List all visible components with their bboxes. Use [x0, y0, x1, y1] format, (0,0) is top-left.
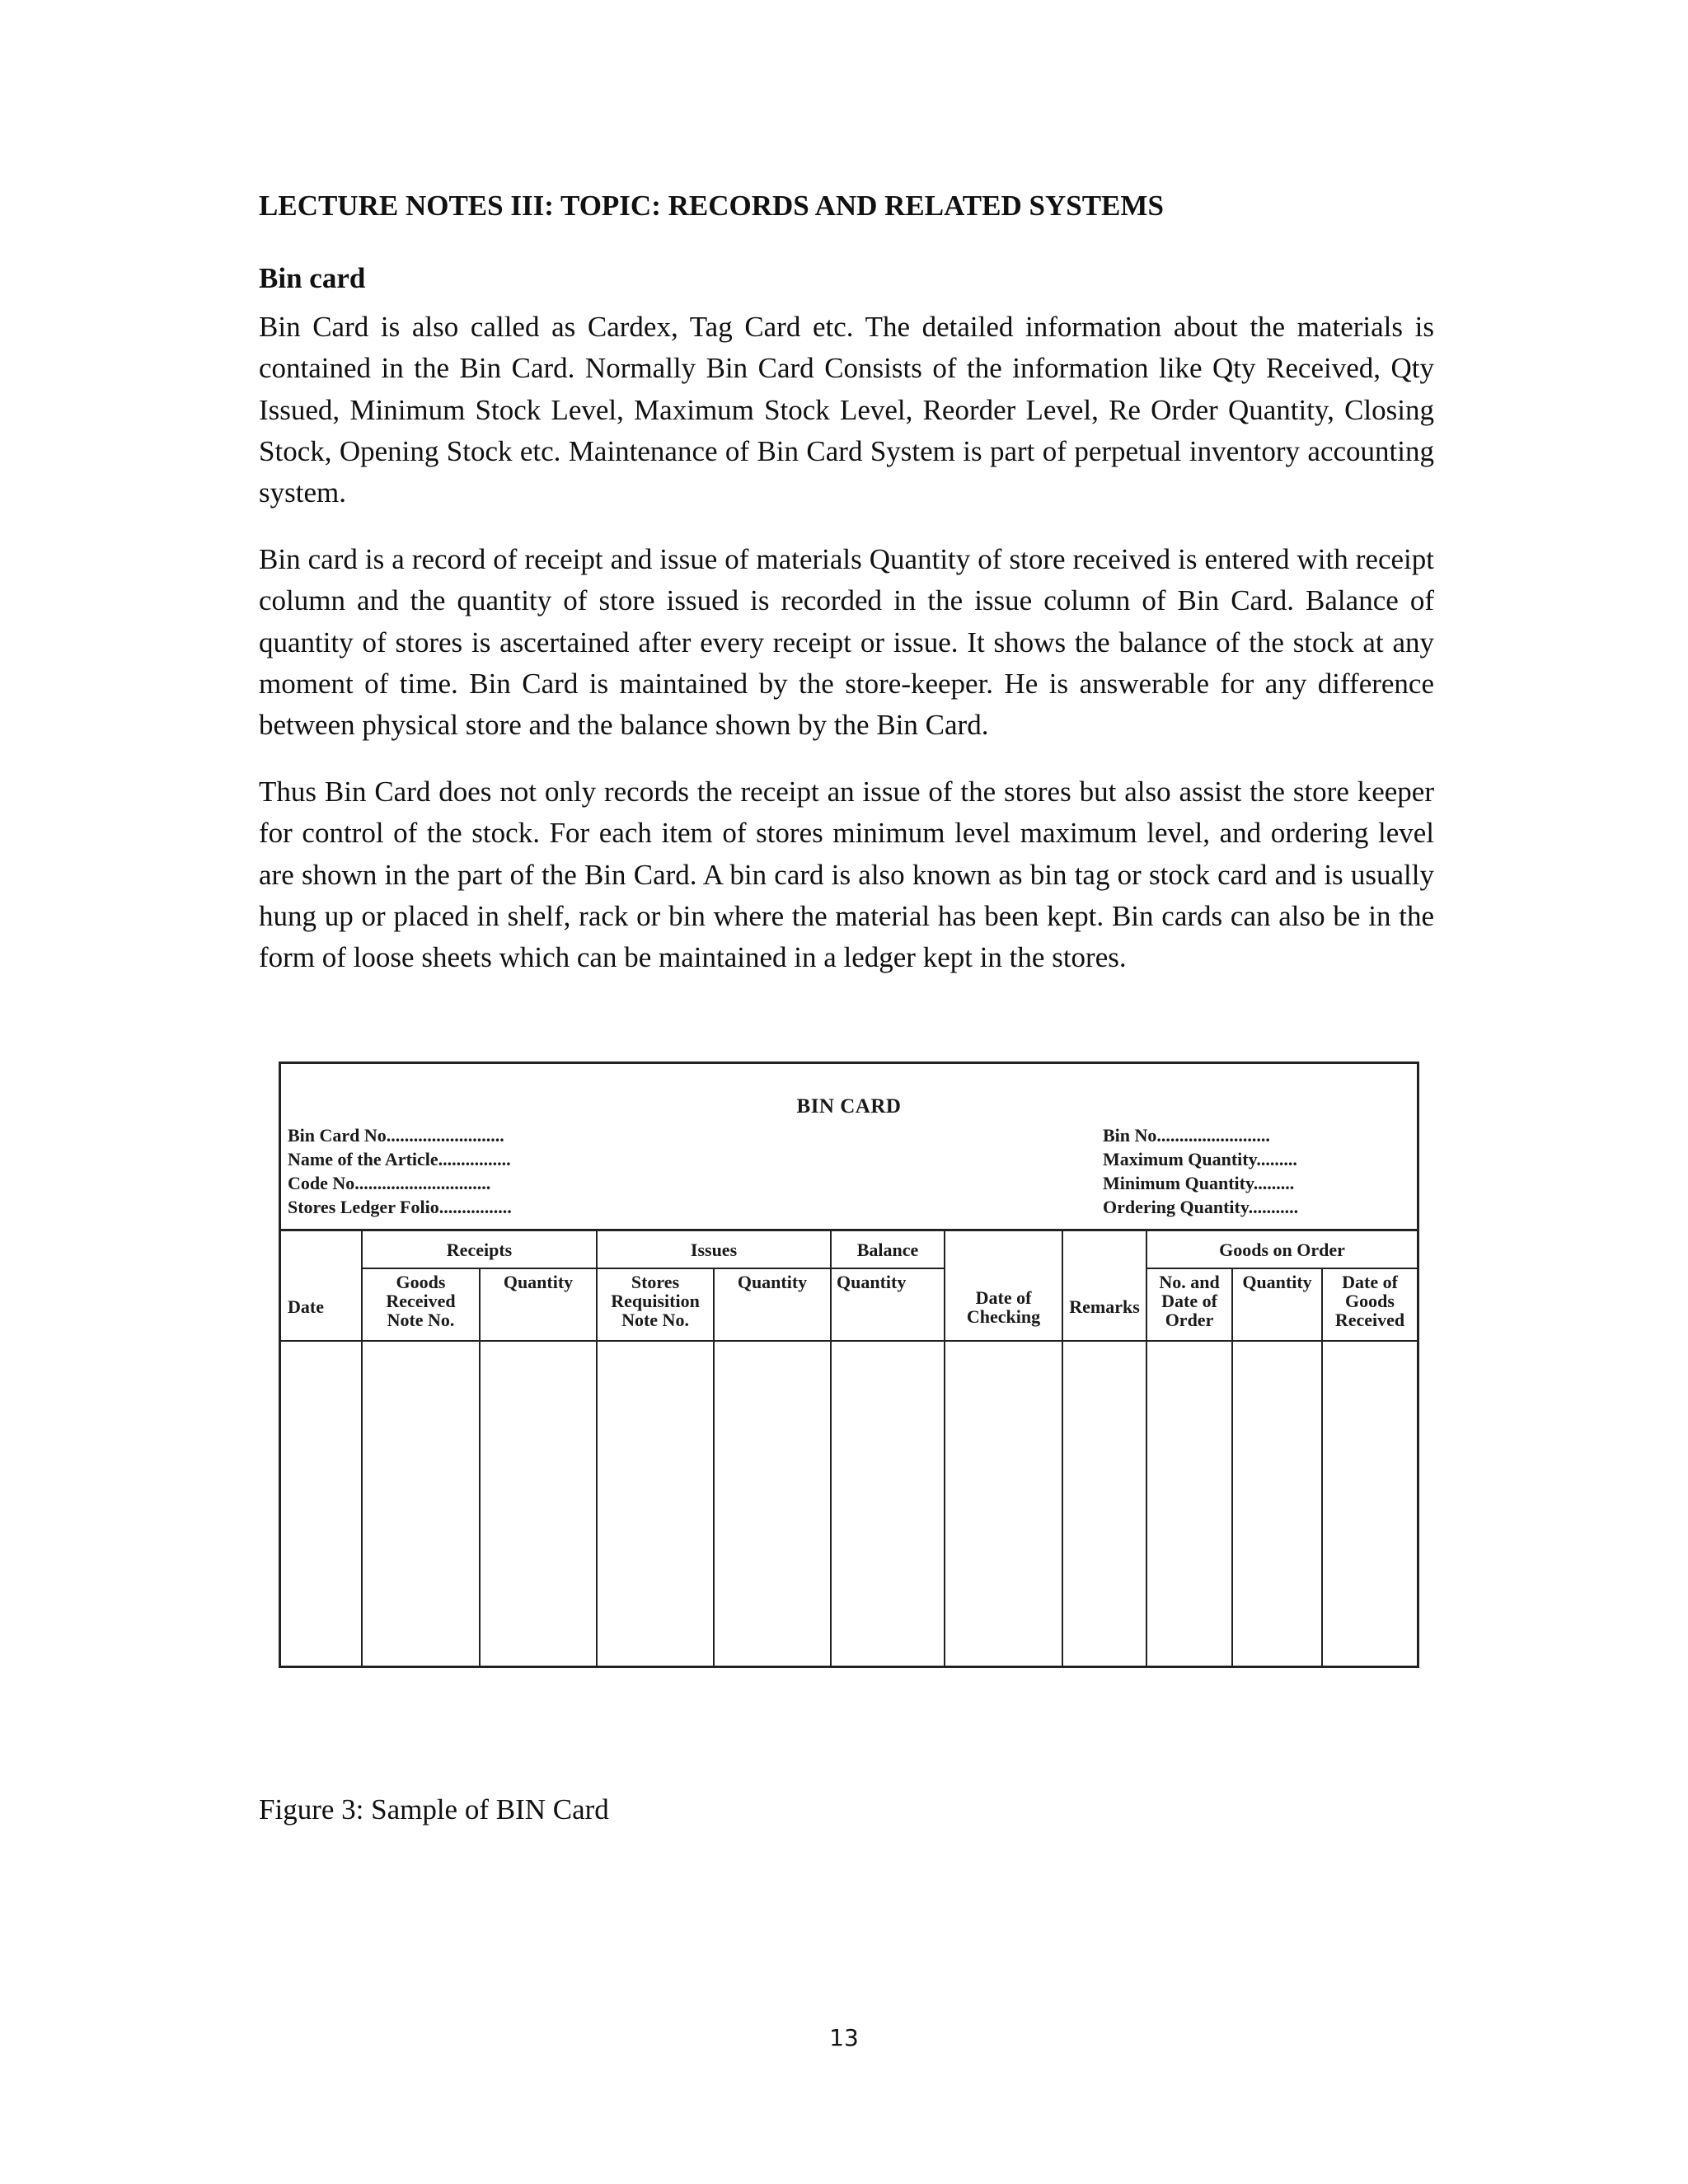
field-bin-no: Bin No......................... — [1103, 1125, 1270, 1146]
srn-label-1: Stores — [631, 1272, 680, 1292]
table-row — [281, 1341, 1417, 1666]
table-cell — [1146, 1341, 1232, 1666]
order-label-2: Date of — [1161, 1291, 1217, 1311]
column-stores-requisition-note — [597, 1268, 714, 1341]
table-cell — [1322, 1341, 1417, 1666]
field-code-no: Code No.............................. — [288, 1173, 491, 1193]
paragraph-2: Bin card is a record of receipt and issue of materials Quantity of store received is entered with receipt column and the quantity of store issued is recorded in the issue column of Bin Card. Balance of quantity of stores is ascertained after every receipt or issue. It shows the balance of the stock at any moment of time. Bin Card is maintained by the store-keeper. He is answerable for any difference between physical store and the balance shown by the Bin Card. — [259, 543, 1434, 742]
table-cell — [597, 1341, 714, 1666]
group-balance: Balance — [831, 1230, 945, 1269]
group-goods-on-order: Goods on Order — [1146, 1230, 1417, 1269]
goods-label-1: Date of — [1342, 1272, 1398, 1292]
field-article-name: Name of the Article................ — [288, 1149, 511, 1169]
column-date-goods-received — [1322, 1268, 1417, 1341]
order-label-3: Order — [1165, 1310, 1214, 1330]
column-remarks: Remarks — [1062, 1230, 1146, 1342]
field-ledger-folio: Stores Ledger Folio................ — [288, 1197, 512, 1217]
field-max-quantity: Maximum Quantity......... — [1103, 1149, 1297, 1169]
goods-label-3: Received — [1334, 1310, 1405, 1330]
table-cell — [281, 1341, 362, 1666]
column-order-quantity: Quantity — [1232, 1268, 1322, 1341]
section-title: Bin card — [259, 262, 366, 294]
column-goods-received-note — [362, 1268, 480, 1341]
page-heading: LECTURE NOTES III: TOPIC: RECORDS AND RELATED SYSTEMS — [259, 190, 1164, 222]
group-receipts: Receipts — [362, 1230, 597, 1269]
field-bin-card-no: Bin Card No.......................... — [288, 1125, 504, 1146]
bin-card-right-fields — [1103, 1123, 1298, 1219]
column-date: Date — [281, 1230, 362, 1342]
checking-label-1: Date of — [975, 1287, 1032, 1308]
bin-card-title: BIN CARD — [796, 1095, 902, 1118]
table-cell — [480, 1341, 597, 1666]
bin-card-left-fields — [288, 1123, 512, 1219]
table-cell — [831, 1341, 945, 1666]
srn-label-3: Note No. — [621, 1310, 689, 1330]
table-cell — [945, 1341, 1062, 1666]
grn-label-2: Received — [386, 1291, 456, 1311]
table-cell — [1062, 1341, 1146, 1666]
bin-card-figure — [279, 1062, 1419, 1668]
paragraph-3: Thus Bin Card does not only records the receipt an issue of the stores but also assist the store keeper for control of the stock. For each item of stores minimum level maximum level, and ordering level are shown in the part of the Bin Card. A bin card is also known as bin tag or stock card and is usually hung up or placed in shelf, rack or bin where the material has been kept. Bin cards can also be in the form of loose sheets which can be maintained in a ledger kept in the stores. — [259, 776, 1434, 974]
column-order-number-date — [1146, 1268, 1232, 1341]
field-min-quantity: Minimum Quantity......... — [1103, 1173, 1295, 1193]
column-issues-quantity: Quantity — [714, 1268, 831, 1341]
column-date-of-checking — [945, 1230, 1062, 1342]
page-number: 13 — [829, 2024, 859, 2051]
field-ordering-quantity: Ordering Quantity........... — [1103, 1197, 1299, 1217]
bin-card-table — [281, 1229, 1417, 1666]
column-balance-quantity: Quantity — [831, 1268, 945, 1341]
table-cell — [714, 1341, 831, 1666]
paragraph-1: Bin Card is also called as Cardex, Tag Card etc. The detailed information about the materials is contained in the Bin Card. Normally Bin Card Consists of the information like Qty Received, Qty Issued, Minimum Stock Level, Maximum Stock Level, Reorder Level, Re Order Quantity, Closing Stock, Opening Stock etc. Maintenance of Bin Card System is part of perpetual inventory accounting system. — [259, 311, 1434, 509]
table-cell — [1232, 1341, 1322, 1666]
goods-label-2: Goods — [1345, 1291, 1395, 1311]
group-issues: Issues — [597, 1230, 831, 1269]
table-cell — [362, 1341, 480, 1666]
srn-label-2: Requisition — [611, 1291, 700, 1311]
column-receipts-quantity: Quantity — [480, 1268, 597, 1341]
checking-label-2: Checking — [966, 1306, 1041, 1327]
order-label-1: No. and — [1159, 1272, 1220, 1292]
figure-caption: Figure 3: Sample of BIN Card — [259, 1793, 609, 1825]
grn-label-1: Goods — [396, 1272, 446, 1292]
grn-label-3: Note No. — [387, 1310, 455, 1330]
